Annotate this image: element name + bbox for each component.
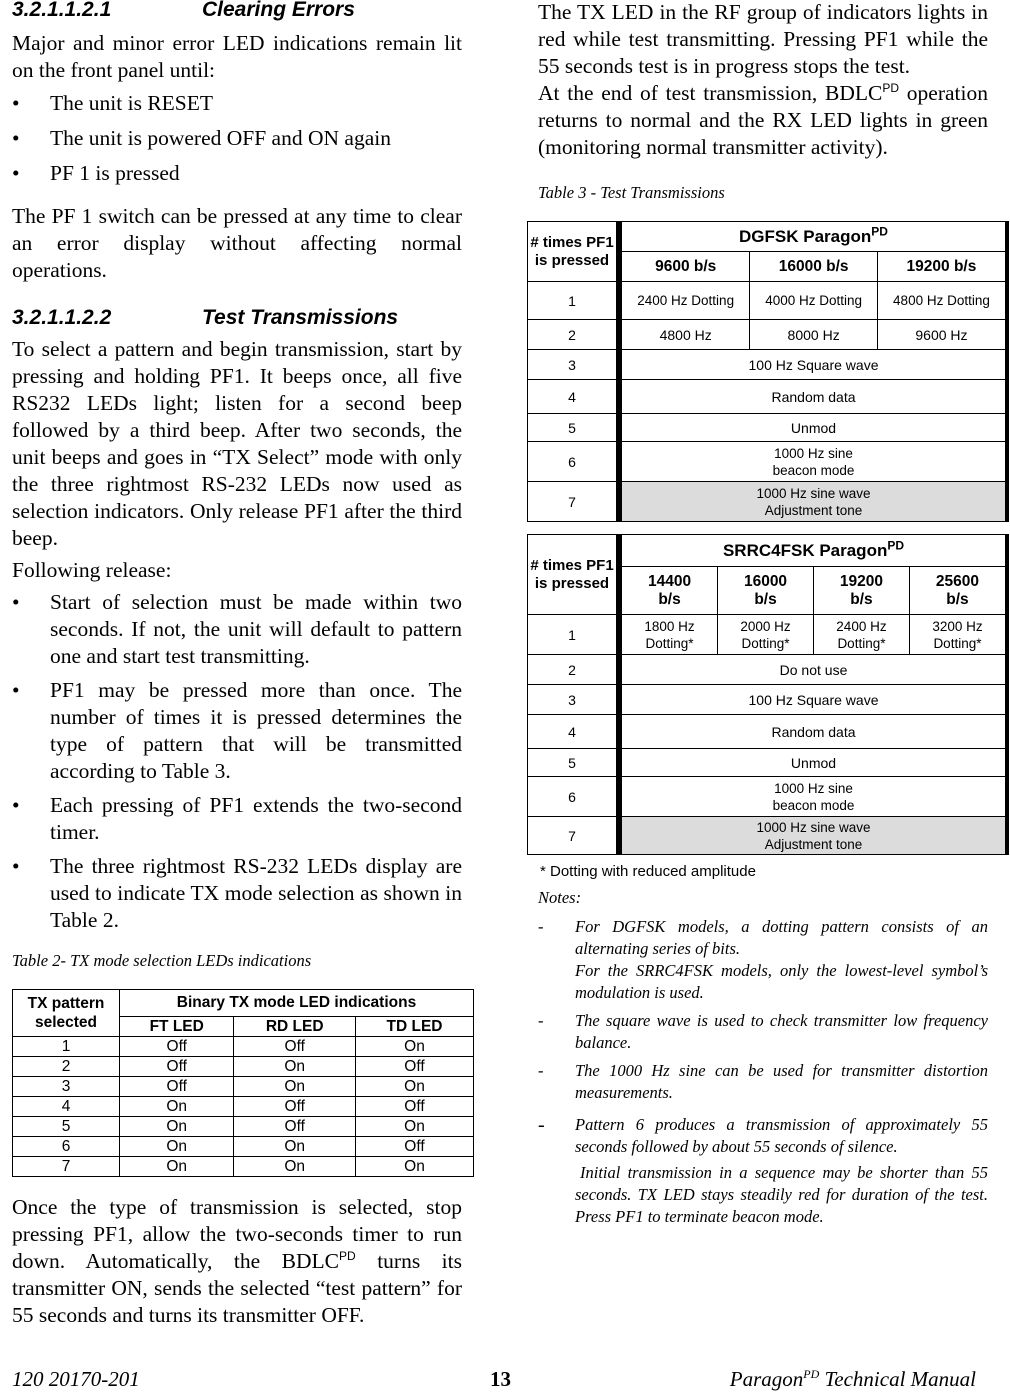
table-cell: On bbox=[356, 1117, 474, 1137]
table-cell: Off bbox=[120, 1057, 234, 1077]
table-row bbox=[528, 482, 1008, 522]
manual-suffix: Technical Manual bbox=[819, 1367, 976, 1391]
release-bullets bbox=[12, 589, 462, 934]
table-header: # times PF1 is pressed bbox=[528, 222, 620, 282]
closing-text-b: turns its transmitter ON, sends the selected “test pattern” for 55 seconds and turns its transmitter OFF. bbox=[12, 1249, 462, 1327]
table-cell: On bbox=[234, 1057, 356, 1077]
tx-mode-table bbox=[12, 989, 474, 1177]
table-cell: Off bbox=[234, 1097, 356, 1117]
table3-caption: Table 3 - Test Transmissions bbox=[538, 183, 725, 202]
table-cell: 3 bbox=[528, 685, 620, 715]
table-cell: 3 bbox=[13, 1077, 120, 1097]
note-text: For the SRRC4FSK models, only the lowest-level symbol’s modulation is used. bbox=[575, 961, 988, 1002]
table-cell: Random data bbox=[619, 380, 1007, 414]
table-cell: 8000 Hz bbox=[750, 320, 878, 350]
table-cell: 1 bbox=[528, 615, 620, 655]
superscript: PD bbox=[871, 223, 888, 238]
list-item: • Each pressing of PF1 extends the two-second timer. bbox=[12, 792, 462, 846]
table-cell: 3200 Hz Dotting* bbox=[909, 615, 1007, 655]
table-cell: Do not use bbox=[619, 655, 1007, 685]
table-cell: 4 bbox=[528, 715, 620, 749]
table-cell: 3 bbox=[528, 350, 620, 380]
table-header: 16000 b/s bbox=[718, 567, 814, 615]
table-cell: On bbox=[120, 1137, 234, 1157]
table-row bbox=[13, 1137, 474, 1157]
table-cell: On bbox=[356, 1037, 474, 1057]
dgfsk-title bbox=[619, 222, 1007, 252]
table-cell: Off bbox=[234, 1037, 356, 1057]
table-cell: 5 bbox=[528, 749, 620, 777]
table-cell: 100 Hz Square wave bbox=[619, 685, 1007, 715]
note-item bbox=[538, 1010, 988, 1054]
table-cell: 1000 Hz sine beacon mode bbox=[619, 442, 1007, 482]
table-row bbox=[528, 715, 1008, 749]
dash: - bbox=[538, 1114, 545, 1136]
notes bbox=[538, 887, 988, 1228]
closing-paragraph bbox=[12, 1194, 462, 1329]
table-header: # times PF1 is pressed bbox=[528, 535, 620, 615]
superscript: PD bbox=[887, 537, 905, 552]
table-cell: 1000 Hz sine wave Adjustment tone bbox=[619, 482, 1007, 522]
table-header: Binary TX mode LED indications bbox=[120, 990, 474, 1017]
table-row bbox=[528, 282, 1008, 320]
section-title: Test Transmissions bbox=[202, 306, 399, 329]
list-item: • The unit is RESET bbox=[12, 90, 462, 117]
closing-text-a: Once the type of transmission is selected, stop pressing PF1, allow the two-seconds timer to run down. Automatically, the BDLC bbox=[12, 1195, 462, 1273]
table-row bbox=[13, 1097, 474, 1117]
note-text: The square wave is used to check transmitter low frequency balance. bbox=[575, 1011, 988, 1052]
note-text: For DGFSK models, a dotting pattern consists of an alternating series of bits. bbox=[575, 917, 988, 958]
manual-title bbox=[730, 1367, 976, 1392]
table-cell: Off bbox=[356, 1097, 474, 1117]
table-row bbox=[528, 749, 1008, 777]
table-header: 16000 b/s bbox=[750, 252, 878, 282]
list-item: • The three rightmost RS-232 LEDs display are used to indicate TX mode selection as shown in Table 2. bbox=[12, 853, 462, 934]
table-header: RD LED bbox=[234, 1017, 356, 1037]
list-item: • PF1 may be pressed more than once. The number of times it is pressed determines the type of pattern that will be transmitted according to Table 3. bbox=[12, 677, 462, 785]
table-cell: On bbox=[120, 1157, 234, 1177]
section-number: 3.2.1.1.2.1 bbox=[12, 0, 112, 21]
table-row bbox=[13, 1157, 474, 1177]
note-text: Pattern 6 produces a transmission of approximately 55 seconds followed by about 55 seconds of silence. bbox=[575, 1115, 988, 1156]
table-row bbox=[528, 655, 1008, 685]
tx-led-paragraph: The TX LED in the RF group of indicators lights in red while test transmitting. Pressing PF1 while the 55 seconds test is in progress stops the test. bbox=[538, 0, 988, 78]
superscript: PD bbox=[339, 1248, 356, 1263]
table-header: 19200 b/s bbox=[877, 252, 1007, 282]
note-item bbox=[538, 916, 988, 1004]
section-title: Clearing Errors bbox=[202, 0, 355, 21]
table-cell: 6 bbox=[528, 442, 620, 482]
page-footer bbox=[12, 1367, 976, 1393]
srrc-title bbox=[619, 535, 1007, 567]
table-cell: 1000 Hz sine wave Adjustment tone bbox=[619, 817, 1007, 855]
table-header: 14400 b/s bbox=[619, 567, 718, 615]
table-row bbox=[528, 817, 1008, 855]
table-title: DGFSK Paragon bbox=[739, 226, 872, 246]
superscript: PD bbox=[803, 1367, 820, 1381]
srrc4fsk-table bbox=[527, 534, 1009, 855]
table-row bbox=[528, 615, 1008, 655]
para-text-a: At the end of test transmission, BDLC bbox=[538, 81, 883, 105]
table-row bbox=[13, 1117, 474, 1137]
table-cell: 1 bbox=[528, 282, 620, 320]
table-header: 19200 b/s bbox=[813, 567, 909, 615]
dash: - bbox=[538, 917, 544, 936]
table-cell: 6 bbox=[13, 1137, 120, 1157]
table-cell: Off bbox=[356, 1057, 474, 1077]
note-text: The 1000 Hz sine can be used for transmitter distortion measurements. bbox=[575, 1061, 988, 1102]
table-cell: 2 bbox=[13, 1057, 120, 1077]
table-row bbox=[528, 380, 1008, 414]
notes-label: Notes: bbox=[538, 888, 582, 907]
table-row bbox=[13, 1037, 474, 1057]
table-cell: On bbox=[234, 1157, 356, 1177]
table-cell: Unmod bbox=[619, 749, 1007, 777]
table-row bbox=[528, 442, 1008, 482]
note-item bbox=[538, 1060, 988, 1104]
table-cell: 6 bbox=[528, 777, 620, 817]
table-cell: 2 bbox=[528, 320, 620, 350]
table-cell: 7 bbox=[13, 1157, 120, 1177]
table-row bbox=[528, 414, 1008, 442]
following-release: Following release: bbox=[12, 558, 172, 582]
clearing-intro: Major and minor error LED indications remain lit on the front panel until: bbox=[12, 31, 462, 82]
table-cell: 4 bbox=[528, 380, 620, 414]
superscript: PD bbox=[882, 80, 900, 95]
table-title: SRRC4FSK Paragon bbox=[722, 540, 888, 560]
note-text: Initial transmission in a sequence may be shorter than 55 seconds. TX LED stays steadily red for duration of the test. Press PF1 to terminate beacon mode. bbox=[575, 1163, 988, 1226]
para-text-b: operation returns to normal and the RX LED lights in green (monitoring normal transmitter activity). bbox=[538, 81, 988, 159]
section-heading-test-transmissions bbox=[12, 305, 462, 331]
table-cell: 4800 Hz bbox=[619, 320, 750, 350]
table-cell: Unmod bbox=[619, 414, 1007, 442]
table-cell: On bbox=[234, 1137, 356, 1157]
table2-caption: Table 2- TX mode selection LEDs indications bbox=[12, 951, 312, 970]
table-cell: On bbox=[356, 1077, 474, 1097]
table-cell: On bbox=[234, 1077, 356, 1097]
table-row bbox=[528, 350, 1008, 380]
table-row bbox=[13, 1057, 474, 1077]
list-item: • Start of selection must be made within two seconds. If not, the unit will default to pattern one and start test transmitting. bbox=[12, 589, 462, 670]
right-column bbox=[530, 0, 990, 1228]
section-heading-clearing-errors bbox=[12, 0, 462, 23]
dash: - bbox=[538, 1011, 544, 1030]
table-cell: Off bbox=[120, 1037, 234, 1057]
table-cell: On bbox=[356, 1157, 474, 1177]
section-number: 3.2.1.1.2.2 bbox=[12, 306, 112, 329]
table-cell: 1800 Hz Dotting* bbox=[619, 615, 718, 655]
table-cell: Off bbox=[120, 1077, 234, 1097]
table-cell: 4 bbox=[13, 1097, 120, 1117]
table-header: 25600 b/s bbox=[909, 567, 1007, 615]
table-header: FT LED bbox=[120, 1017, 234, 1037]
table-header: 9600 b/s bbox=[619, 252, 750, 282]
table-cell: 2400 Hz Dotting* bbox=[813, 615, 909, 655]
table-row bbox=[528, 320, 1008, 350]
footnote: * Dotting with reduced amplitude bbox=[540, 863, 756, 880]
end-of-test-paragraph bbox=[538, 80, 988, 161]
table-cell: On bbox=[120, 1097, 234, 1117]
table-cell: Random data bbox=[619, 715, 1007, 749]
table-cell: 5 bbox=[528, 414, 620, 442]
test-paragraph: To select a pattern and begin transmission, start by pressing and holding PF1. It beeps once, all five RS232 LEDs light; listen for a second beep followed by a third beep. After two seconds, the unit beeps and goes in “TX Select” mode with only the three rightmost RS-232 LEDs now used as selection indicators. Only release PF1 after the third beep. bbox=[12, 337, 462, 550]
table-header: TX pattern selected bbox=[13, 990, 120, 1037]
table-row bbox=[528, 685, 1008, 715]
table-cell: 2400 Hz Dotting bbox=[619, 282, 750, 320]
table-cell: 9600 Hz bbox=[877, 320, 1007, 350]
table-cell: 7 bbox=[528, 817, 620, 855]
clearing-bullets bbox=[12, 90, 462, 187]
table-cell: 1 bbox=[13, 1037, 120, 1057]
table-cell: 100 Hz Square wave bbox=[619, 350, 1007, 380]
page-number: 13 bbox=[490, 1367, 511, 1391]
table-cell: On bbox=[120, 1117, 234, 1137]
brand: Paragon bbox=[729, 1367, 804, 1391]
table-cell: Off bbox=[356, 1137, 474, 1157]
table-cell: 7 bbox=[528, 482, 620, 522]
table-cell: Off bbox=[234, 1117, 356, 1137]
clearing-paragraph: The PF 1 switch can be pressed at any time to clear an error display without affecting normal operations. bbox=[12, 204, 462, 282]
list-item: • The unit is powered OFF and ON again bbox=[12, 125, 462, 152]
table-cell: 4800 Hz Dotting bbox=[877, 282, 1007, 320]
left-column bbox=[12, 0, 462, 1329]
doc-number: 120 20170-201 bbox=[12, 1367, 140, 1391]
table-row bbox=[528, 777, 1008, 817]
list-item: • PF 1 is pressed bbox=[12, 160, 462, 187]
dgfsk-table bbox=[527, 221, 1009, 522]
dash: - bbox=[538, 1061, 544, 1080]
note-item bbox=[538, 1114, 988, 1228]
table-row bbox=[13, 1077, 474, 1097]
table-cell: 2000 Hz Dotting* bbox=[718, 615, 814, 655]
table-cell: 2 bbox=[528, 655, 620, 685]
table-cell: 4000 Hz Dotting bbox=[750, 282, 878, 320]
table-header: TD LED bbox=[356, 1017, 474, 1037]
table-cell: 1000 Hz sine beacon mode bbox=[619, 777, 1007, 817]
table-cell: 5 bbox=[13, 1117, 120, 1137]
